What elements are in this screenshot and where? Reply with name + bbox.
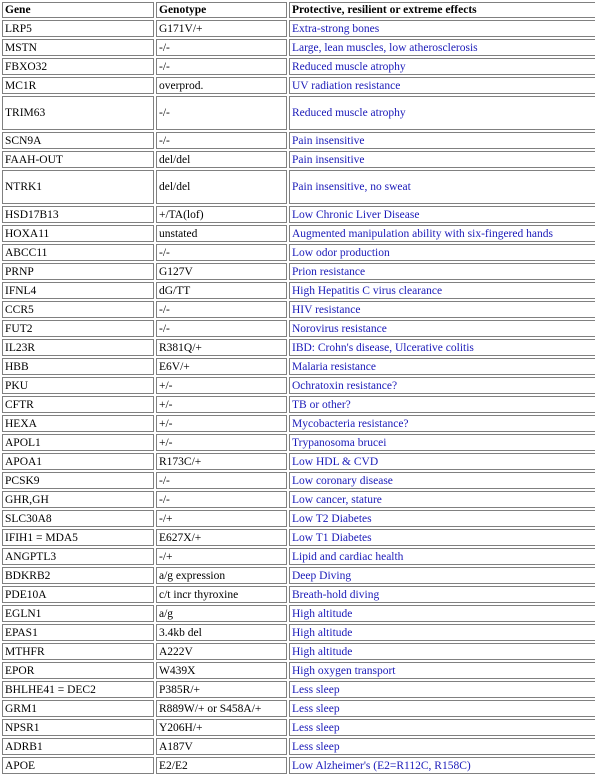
genotype-cell: -/- (156, 491, 287, 508)
gene-cell: CFTR (2, 396, 154, 413)
gene-cell: APOL1 (2, 434, 154, 451)
effect-cell: Less sleep (289, 700, 595, 717)
genotype-cell: P385R/+ (156, 681, 287, 698)
gene-cell: NPSR1 (2, 719, 154, 736)
gene-cell: ABCC11 (2, 244, 154, 261)
genotype-cell: R173C/+ (156, 453, 287, 470)
genotype-cell: +/- (156, 377, 287, 394)
gene-cell: HEXA (2, 415, 154, 432)
effect-cell: TB or other? (289, 396, 595, 413)
gene-cell: PKU (2, 377, 154, 394)
genotype-cell: a/g expression (156, 567, 287, 584)
table-row (2, 624, 595, 641)
effect-cell: Trypanosoma brucei (289, 434, 595, 451)
effect-cell: Prion resistance (289, 263, 595, 280)
table-row (2, 244, 595, 261)
table-row (2, 320, 595, 337)
genotype-cell: del/del (156, 151, 287, 168)
gene-cell: BDKRB2 (2, 567, 154, 584)
table-row (2, 225, 595, 242)
effect-cell: Less sleep (289, 719, 595, 736)
gene-cell: EGLN1 (2, 605, 154, 622)
genotype-cell: -/- (156, 244, 287, 261)
table-body (2, 20, 595, 774)
table-row (2, 58, 595, 75)
genotype-cell: G127V (156, 263, 287, 280)
gene-cell: HSD17B13 (2, 206, 154, 223)
table-row (2, 415, 595, 432)
effect-cell: Low T2 Diabetes (289, 510, 595, 527)
effect-cell: Malaria resistance (289, 358, 595, 375)
gene-cell: MC1R (2, 77, 154, 94)
effect-cell: Low HDL & CVD (289, 453, 595, 470)
genotype-cell: unstated (156, 225, 287, 242)
table-row (2, 510, 595, 527)
gene-cell: EPAS1 (2, 624, 154, 641)
effect-cell: Lipid and cardiac health (289, 548, 595, 565)
genotype-cell: +/- (156, 434, 287, 451)
genotype-cell: -/- (156, 132, 287, 149)
genotype-cell: -/+ (156, 510, 287, 527)
genotype-cell: R381Q/+ (156, 339, 287, 356)
gene-cell: IFNL4 (2, 282, 154, 299)
effect-cell: Pain insensitive (289, 132, 595, 149)
genotype-cell: 3.4kb del (156, 624, 287, 641)
gene-cell: PDE10A (2, 586, 154, 603)
effect-cell: High altitude (289, 624, 595, 641)
table-row (2, 738, 595, 755)
genotype-cell: -/- (156, 472, 287, 489)
effect-cell: Norovirus resistance (289, 320, 595, 337)
effect-cell: Less sleep (289, 738, 595, 755)
genotype-cell: -/- (156, 39, 287, 56)
effect-cell: High altitude (289, 605, 595, 622)
table-row (2, 206, 595, 223)
gene-cell: EPOR (2, 662, 154, 679)
genotype-cell: -/- (156, 58, 287, 75)
genotype-cell: E627X/+ (156, 529, 287, 546)
genotype-cell: del/del (156, 170, 287, 204)
genotype-cell: A222V (156, 643, 287, 660)
genotype-cell: R889W/+ or S458A/+ (156, 700, 287, 717)
effect-cell: Reduced muscle atrophy (289, 58, 595, 75)
gene-cell: IFIH1 = MDA5 (2, 529, 154, 546)
table-row (2, 719, 595, 736)
effect-cell: Reduced muscle atrophy (289, 96, 595, 130)
gene-cell: SLC30A8 (2, 510, 154, 527)
effect-cell: Pain insensitive, no sweat (289, 170, 595, 204)
effect-cell: Augmented manipulation ability with six-fingered hands (289, 225, 595, 242)
gene-cell: CCR5 (2, 301, 154, 318)
table-row (2, 453, 595, 470)
gene-cell: FUT2 (2, 320, 154, 337)
effect-cell: Breath-hold diving (289, 586, 595, 603)
table-row (2, 358, 595, 375)
table-row (2, 548, 595, 565)
gene-cell: GHR,GH (2, 491, 154, 508)
genotype-cell: -/+ (156, 548, 287, 565)
genotype-cell: overprod. (156, 77, 287, 94)
gene-cell: APOA1 (2, 453, 154, 470)
effect-cell: High oxygen transport (289, 662, 595, 679)
gene-cell: ANGPTL3 (2, 548, 154, 565)
table-row (2, 20, 595, 37)
table-row (2, 151, 595, 168)
gene-cell: MSTN (2, 39, 154, 56)
genotype-cell: W439X (156, 662, 287, 679)
genotype-cell: -/- (156, 96, 287, 130)
gene-cell: MTHFR (2, 643, 154, 660)
gene-cell: FAAH-OUT (2, 151, 154, 168)
genotype-cell: Y206H/+ (156, 719, 287, 736)
effect-cell: Low T1 Diabetes (289, 529, 595, 546)
genotype-cell: E6V/+ (156, 358, 287, 375)
effect-cell: Large, lean muscles, low atherosclerosis (289, 39, 595, 56)
table-row (2, 170, 595, 204)
gene-cell: GRM1 (2, 700, 154, 717)
gene-cell: IL23R (2, 339, 154, 356)
table-row (2, 263, 595, 280)
gene-cell: TRIM63 (2, 96, 154, 130)
genotype-cell: -/- (156, 301, 287, 318)
table-row (2, 77, 595, 94)
gene-cell: SCN9A (2, 132, 154, 149)
genotype-cell: E2/E2 (156, 757, 287, 774)
genotype-cell: +/- (156, 396, 287, 413)
genotype-cell: +/- (156, 415, 287, 432)
effect-cell: Low Alzheimer's (E2=R112C, R158C) (289, 757, 595, 774)
effect-cell: High Hepatitis C virus clearance (289, 282, 595, 299)
genotype-cell: A187V (156, 738, 287, 755)
table-row (2, 567, 595, 584)
table-row (2, 377, 595, 394)
genotype-cell: G171V/+ (156, 20, 287, 37)
table-row (2, 757, 595, 774)
header-row (2, 2, 595, 18)
effect-cell: Extra-strong bones (289, 20, 595, 37)
effect-cell: Deep Diving (289, 567, 595, 584)
effect-cell: Mycobacteria resistance? (289, 415, 595, 432)
genotype-cell: -/- (156, 320, 287, 337)
table-row (2, 472, 595, 489)
effect-cell: Low cancer, stature (289, 491, 595, 508)
table-row (2, 434, 595, 451)
header-genotype: Genotype (156, 2, 287, 18)
table-row (2, 301, 595, 318)
effect-cell: IBD: Crohn's disease, Ulcerative colitis (289, 339, 595, 356)
gene-cell: APOE (2, 757, 154, 774)
effect-cell: Low Chronic Liver Disease (289, 206, 595, 223)
gene-cell: ADRB1 (2, 738, 154, 755)
effect-cell: Less sleep (289, 681, 595, 698)
table-row (2, 132, 595, 149)
effect-cell: UV radiation resistance (289, 77, 595, 94)
genotype-cell: a/g (156, 605, 287, 622)
gene-cell: HBB (2, 358, 154, 375)
header-gene: Gene (2, 2, 154, 18)
table-row (2, 643, 595, 660)
effect-cell: Ochratoxin resistance? (289, 377, 595, 394)
table-row (2, 396, 595, 413)
effect-cell: High altitude (289, 643, 595, 660)
genotype-cell: c/t incr thyroxine (156, 586, 287, 603)
genotype-cell: +/TA(lof) (156, 206, 287, 223)
effect-cell: HIV resistance (289, 301, 595, 318)
table-row (2, 39, 595, 56)
table-row (2, 529, 595, 546)
gene-cell: PRNP (2, 263, 154, 280)
gene-cell: LRP5 (2, 20, 154, 37)
table-row (2, 662, 595, 679)
table-row (2, 605, 595, 622)
table-row (2, 282, 595, 299)
effect-cell: Low coronary disease (289, 472, 595, 489)
gene-cell: PCSK9 (2, 472, 154, 489)
table-row (2, 700, 595, 717)
header-effects: Protective, resilient or extreme effects (289, 2, 595, 18)
table-row (2, 586, 595, 603)
table-row (2, 96, 595, 130)
gene-cell: HOXA11 (2, 225, 154, 242)
gene-cell: BHLHE41 = DEC2 (2, 681, 154, 698)
table-row (2, 491, 595, 508)
table-row (2, 681, 595, 698)
effect-cell: Pain insensitive (289, 151, 595, 168)
genotype-cell: dG/TT (156, 282, 287, 299)
table-row (2, 339, 595, 356)
gene-cell: NTRK1 (2, 170, 154, 204)
effect-cell: Low odor production (289, 244, 595, 261)
gene-cell: FBXO32 (2, 58, 154, 75)
